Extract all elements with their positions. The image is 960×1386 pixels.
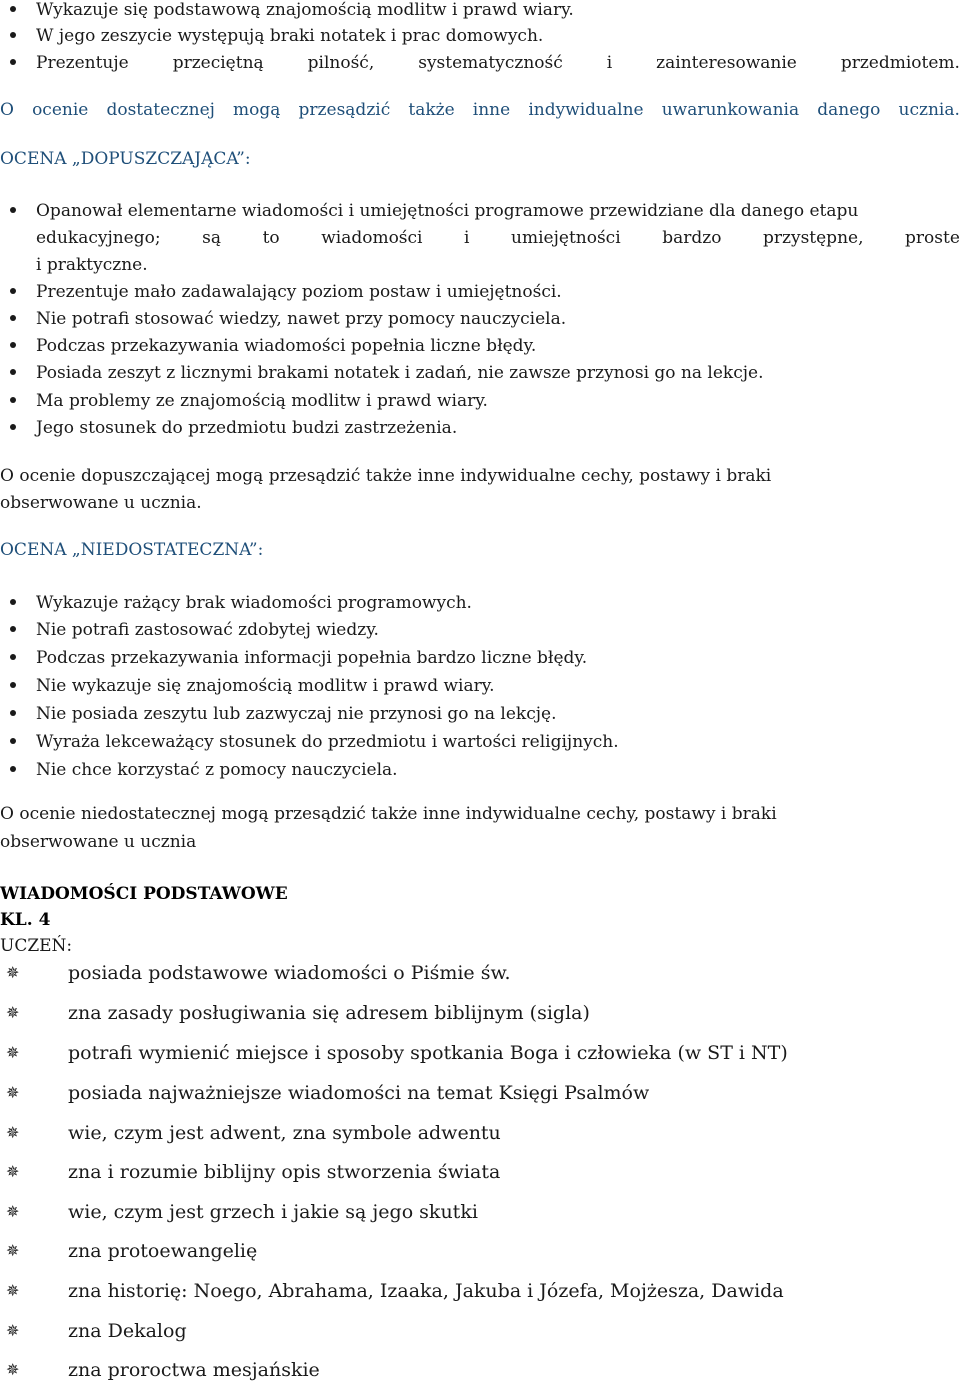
bullet-icon: [10, 6, 16, 12]
star-bullet-icon: ✵: [6, 963, 20, 982]
paragraph-note: O ocenie niedostatecznej mogą przesądzić także inne indywidualne cechy, postawy i braki: [0, 804, 777, 824]
star-bullet-icon: ✵: [6, 1123, 20, 1142]
list-item: ✵ zna i rozumie biblijny opis stworzenia świata: [6, 1161, 501, 1183]
class-label: KL. 4: [0, 910, 51, 930]
section-heading: OCENA „NIEDOSTATECZNA”:: [0, 540, 264, 560]
star-bullet-icon: ✵: [6, 1281, 20, 1300]
list-item: ✵ posiada podstawowe wiadomości o Piśmie św.: [6, 962, 511, 984]
bullet-icon: [10, 32, 16, 38]
list-item: Podczas przekazywania wiadomości popełnia liczne błędy.: [0, 333, 960, 359]
star-bullet-icon: ✵: [6, 1241, 20, 1260]
list-item-continuation: i praktyczne.: [36, 255, 148, 275]
list-item-text: Wykazuje się podstawową znajomością modlitw i prawd wiary.: [36, 0, 574, 20]
list-item: ✵ zna historię: Noego, Abrahama, Izaaka, Jakuba i Józefa, Mojżesza, Dawida: [6, 1280, 784, 1302]
list-item-continuation: edukacyjnego; są to wiadomości i umiejętności bardzo przystępne, proste: [36, 228, 960, 248]
list-item: Opanował elementarne wiadomości i umiejętności programowe przewidziane dla danego etapu: [0, 198, 960, 224]
bullet-icon: [10, 766, 16, 772]
list-item: ✵ zna zasady posługiwania się adresem biblijnym (sigla): [6, 1002, 590, 1024]
list-item: ✵ zna Dekalog: [6, 1320, 187, 1342]
section-heading: WIADOMOŚCI PODSTAWOWE: [0, 884, 288, 904]
list-item: ✵ wie, czym jest grzech i jakie są jego skutki: [6, 1201, 478, 1223]
student-label: UCZEŃ:: [0, 936, 73, 956]
star-bullet-icon: ✵: [6, 1202, 20, 1221]
list-item: ✵ zna proroctwa mesjańskie: [6, 1359, 320, 1381]
bullet-icon: [10, 397, 16, 403]
list-item: Jego stosunek do przedmiotu budzi zastrzeżenia.: [0, 415, 960, 441]
list-item: Wyraża lekceważący stosunek do przedmiotu i wartości religijnych.: [0, 729, 960, 755]
bullet-icon: [10, 315, 16, 321]
list-item: Nie posiada zeszytu lub zazwyczaj nie przynosi go na lekcję.: [0, 701, 960, 727]
bullet-icon: [10, 342, 16, 348]
list-item-text: W jego zeszycie występują braki notatek i prac domowych.: [36, 26, 544, 46]
list-item: ✵ posiada najważniejsze wiadomości na temat Księgi Psalmów: [6, 1082, 650, 1104]
list-item: Posiada zeszyt z licznymi brakami notatek i zadań, nie zawsze przynosi go na lekcje.: [0, 360, 960, 386]
list-item: ✵ potrafi wymienić miejsce i sposoby spotkania Boga i człowieka (w ST i NT): [6, 1042, 788, 1064]
list-item-text: Prezentuje przeciętną pilność, systematyczność i zainteresowanie przedmiotem.: [36, 53, 960, 73]
list-item: Podczas przekazywania informacji popełnia bardzo liczne błędy.: [0, 645, 960, 671]
bullet-icon: [10, 738, 16, 744]
bullet-icon: [10, 288, 16, 294]
star-bullet-icon: ✵: [6, 1162, 20, 1181]
list-item: Nie chce korzystać z pomocy nauczyciela.: [0, 757, 960, 783]
bullet-icon: [10, 682, 16, 688]
star-bullet-icon: ✵: [6, 1003, 20, 1022]
star-bullet-icon: ✵: [6, 1083, 20, 1102]
paragraph-note: obserwowane u ucznia: [0, 832, 197, 852]
bullet-icon: [10, 369, 16, 375]
list-item: Nie wykazuje się znajomością modlitw i prawd wiary.: [0, 673, 960, 699]
list-item: Prezentuje mało zadawalający poziom postaw i umiejętności.: [0, 279, 960, 305]
list-item: Wykazuje rażący brak wiadomości programowych.: [0, 590, 960, 616]
bullet-icon: [10, 710, 16, 716]
star-bullet-icon: ✵: [6, 1360, 20, 1379]
list-item: Nie potrafi stosować wiedzy, nawet przy pomocy nauczyciela.: [0, 306, 960, 332]
star-bullet-icon: ✵: [6, 1043, 20, 1062]
list-item: ✵ zna protoewangelię: [6, 1240, 258, 1262]
star-bullet-icon: ✵: [6, 1321, 20, 1340]
bullet-icon: [10, 626, 16, 632]
list-item: Nie potrafi zastosować zdobytej wiedzy.: [0, 617, 960, 643]
paragraph-note: O ocenie dostatecznej mogą przesądzić także inne indywidualne uwarunkowania danego ucznia.: [0, 100, 960, 120]
list-item: [0, 50, 960, 76]
paragraph-note: O ocenie dopuszczającej mogą przesądzić także inne indywidualne cechy, postawy i braki: [0, 466, 772, 486]
bullet-icon: [10, 59, 16, 65]
bullet-icon: [10, 207, 16, 213]
paragraph-note: obserwowane u ucznia.: [0, 493, 202, 513]
bullet-icon: [10, 599, 16, 605]
bullet-icon: [10, 654, 16, 660]
list-item: Ma problemy ze znajomością modlitw i prawd wiary.: [0, 388, 960, 414]
list-item: [0, 0, 960, 23]
section-heading: OCENA „DOPUSZCZAJĄCA”:: [0, 149, 251, 169]
list-item: [0, 23, 960, 49]
bullet-icon: [10, 424, 16, 430]
list-item: ✵ wie, czym jest adwent, zna symbole adwentu: [6, 1122, 501, 1144]
